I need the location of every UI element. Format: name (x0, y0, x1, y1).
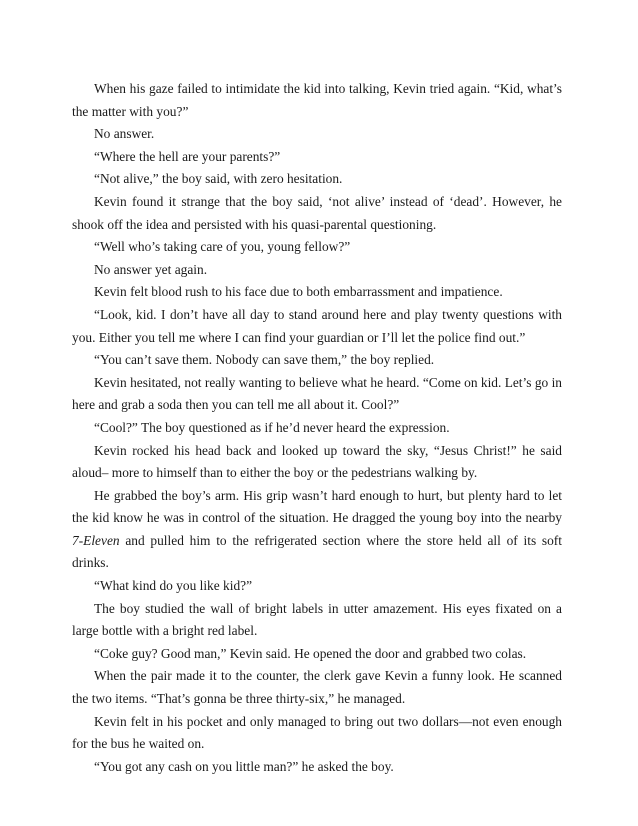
paragraph: “Not alive,” the boy said, with zero hesitation. (94, 171, 343, 187)
paragraph: The boy studied the wall of bright labels in utter amazement. His eyes fixated on a large bottle with a bright red label. (72, 600, 562, 639)
paragraph (72, 485, 562, 575)
paragraph: When his gaze failed to intimidate the kid into talking, Kevin tried again. “Kid, what’s the matter with you?” (72, 81, 562, 119)
body-text (72, 78, 562, 778)
paragraph-text: and pulled him to the refrigerated section where the store held all of its soft drinks. (72, 532, 562, 571)
store-name-emphasis: 7-Eleven (72, 532, 120, 548)
paragraph: “Look, kid. I don’t have all day to stand around here and play twenty questions with you. Either you tell me where I can find your guardian or I’ll let the police find out.” (72, 306, 562, 345)
paragraph: No answer. (94, 126, 155, 142)
paragraph: “Coke guy? Good man,” Kevin said. He opened the door and grabbed two colas. (94, 645, 527, 661)
paragraph-text: He grabbed the boy’s arm. His grip wasn’t hard enough to hurt, but plenty hard to let the kid know he was in control of the situation. He dragged the young boy into the nearby (72, 487, 562, 526)
paragraph: Kevin found it strange that the boy said, ‘not alive’ instead of ‘dead’. However, he shook off the idea and persisted with his quasi-parental questioning. (72, 193, 562, 232)
paragraph: Kevin rocked his head back and looked up toward the sky, “Jesus Christ!” he said aloud– more to himself than to either the boy or the pedestrians walking by. (72, 442, 562, 481)
paragraph: “Where the hell are your parents?” (94, 148, 281, 164)
paragraph: No answer yet again. (94, 261, 208, 277)
paragraph: “You can’t save them. Nobody can save them,” the boy replied. (94, 352, 435, 368)
paragraph: When the pair made it to the counter, the clerk gave Kevin a funny look. He scanned the two items. “That’s gonna be three thirty-six,” he managed. (72, 668, 562, 707)
paragraph: Kevin felt in his pocket and only managed to bring out two dollars—not even enough for the bus he waited on. (72, 713, 562, 752)
paragraph: Kevin hesitated, not really wanting to believe what he heard. “Come on kid. Let’s go in here and grab a soda then you can tell me all about it. Cool?” (72, 374, 562, 413)
paragraph: “Cool?” The boy questioned as if he’d never heard the expression. (94, 419, 450, 435)
paragraph: “You got any cash on you little man?” he asked the boy. (94, 758, 394, 774)
paragraph: “Well who’s taking care of you, young fellow?” (94, 239, 351, 255)
paragraph: “What kind do you like kid?” (94, 578, 253, 594)
paragraph: Kevin felt blood rush to his face due to both embarrassment and impatience. (94, 284, 503, 300)
